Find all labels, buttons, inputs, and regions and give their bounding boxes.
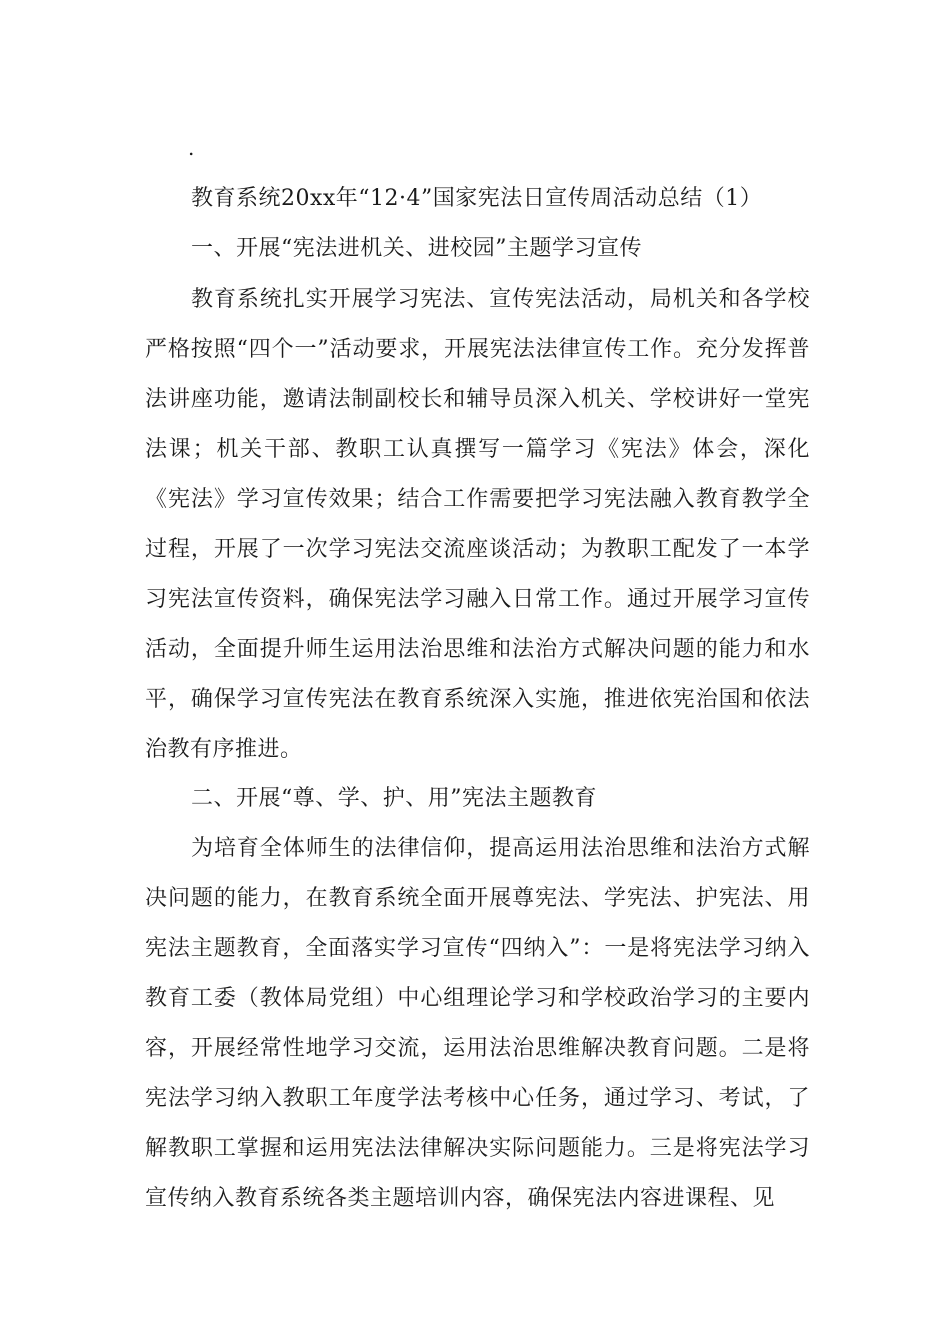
section-1-body: 教育系统扎实开展学习宪法、宣传宪法活动，局机关和各学校严格按照“四个一”活动要求，开展宪法法律宣传工作。充分发挥普法讲座功能，邀请法制副校长和辅导员深入机关、学校讲好一堂宪法课；机关干部、教职工认真撰写一篇学习《宪法》体会，深化《宪法》学习宣传效果；结合工作需要把学习宪法融入教育教学全过程，开展了一次学习宪法交流座谈活动；为教职工配发了一本学习宪法宣传资料，确保宪法学习融入日常工作。通过开展学习宣传活动，全面提升师生运用法治思维和法治方式解决问题的能力和水平，确保学习宣传宪法在教育系统深入实施，推进依宪治国和依法治教有序推进。: [145, 287, 810, 762]
document-title: 教育系统20xx年“12·4”国家宪法日宣传周活动总结（1）: [191, 186, 763, 211]
page-marker: .: [188, 136, 195, 160]
section-2-body: 为培育全体师生的法律信仰，提高运用法治思维和法治方式解决问题的能力，在教育系统全面开展尊宪法、学宪法、护宪法、用宪法主题教育，全面落实学习宣传“四纳入”：一是将宪法学习纳入教育工委（教体局党组）中心组理论学习和学校政治学习的主要内容，开展经常性地学习交流，运用法治思维解决教育问题。二是将宪法学习纳入教职工年度学法考核中心任务，通过学习、考试，了解教职工掌握和运用宪法法律解决实际问题能力。三是将宪法学习宣传纳入教育系统各类主题培训内容，确保宪法内容进课程、见: [145, 836, 810, 1211]
section-1-heading: 一、开展“宪法进机关、进校园”主题学习宣传: [191, 236, 642, 261]
section-2-heading: 二、开展“尊、学、护、用”宪法主题教育: [191, 786, 597, 811]
